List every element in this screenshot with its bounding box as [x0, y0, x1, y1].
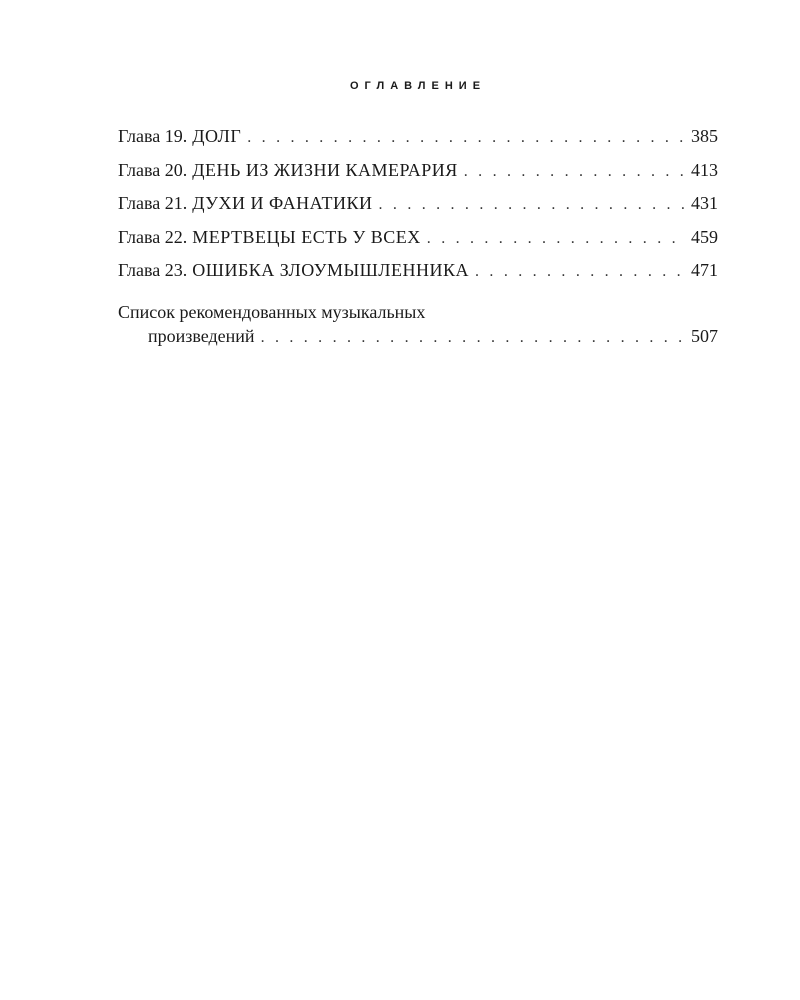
- chapter-title: МЕРТВЕЦЫ ЕСТЬ У ВСЕХ: [192, 226, 421, 247]
- toc-entry-appendix: [118, 302, 718, 347]
- page-number: 413: [691, 159, 718, 180]
- page-number: 459: [691, 226, 718, 247]
- toc-heading: ОГЛАВЛЕНИЕ: [349, 80, 487, 92]
- appendix-title-line2-row: [118, 326, 718, 347]
- dot-leader: [464, 163, 685, 181]
- dot-leader: [379, 196, 685, 214]
- table-of-contents: [118, 126, 718, 347]
- dot-leader: [261, 329, 685, 347]
- page-number: 431: [691, 193, 718, 213]
- chapter-number: Глава 21.: [118, 193, 188, 213]
- chapter-title: ДЕНЬ ИЗ ЖИЗНИ КАМЕРАРИЯ: [192, 159, 458, 180]
- chapter-title: ДОЛГ: [192, 126, 242, 146]
- appendix-title-line1: Список рекомендованных музыкальных: [118, 301, 426, 322]
- chapter-number: Глава 20.: [118, 159, 188, 180]
- toc-entry: [118, 260, 718, 294]
- chapter-title: ОШИБКА ЗЛОУМЫШЛЕННИКА: [192, 260, 470, 280]
- appendix-title-line2: произведений: [148, 325, 255, 346]
- page-number: 385: [691, 126, 718, 146]
- dot-leader: [475, 263, 685, 281]
- toc-entry: [118, 126, 718, 160]
- toc-entry: [118, 227, 718, 261]
- chapter-number: Глава 22.: [118, 226, 188, 247]
- chapter-title: ДУХИ И ФАНАТИКИ: [192, 193, 373, 213]
- chapter-number: Глава 23.: [118, 260, 188, 280]
- toc-entry: [118, 193, 718, 227]
- toc-entry: [118, 160, 718, 194]
- page-number: 471: [691, 260, 718, 280]
- dot-leader: [427, 230, 685, 248]
- dot-leader: [247, 129, 685, 147]
- page-number: 507: [691, 325, 718, 346]
- chapter-number: Глава 19.: [118, 126, 188, 146]
